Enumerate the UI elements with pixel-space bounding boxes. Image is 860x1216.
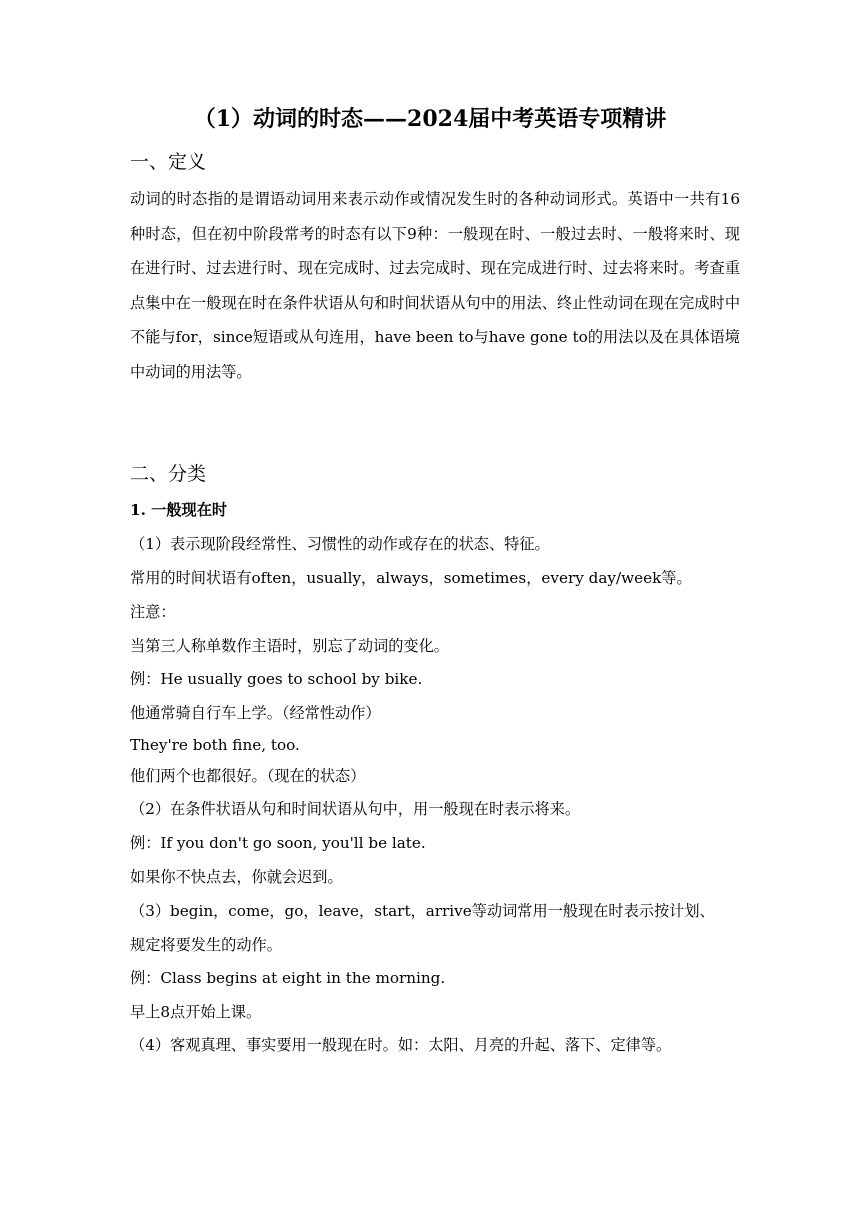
- text-line: 常用的时间状语有often，usually，always，sometimes，every day/week等。: [130, 569, 692, 587]
- text-line: （4）客观真理、事实要用一般现在时。如：太阳、月亮的升起、落下、定律等。: [130, 1036, 672, 1054]
- text-line: 当第三人称单数作主语时，别忘了动词的变化。: [130, 637, 449, 655]
- example-sentence: 例：If you don't go soon, you'll be late.: [130, 834, 426, 852]
- definition-paragraph: 动词的时态指的是谓语动词用来表示动作或情况发生时的各种动词形式。英语中一共有16种时态，但在初中阶段常考的时态有以下9种：一般现在时、一般过去时、一般将来时、现在进行时、过去进行时、现在完成时、过去完成时、现在完成进行时、过去将来时。考查重点集中在一般现在时在条件状语从句和时间状语从句中的用法、终止性动词在现在完成时中不能与for，since短语或从句连用，have been to与have gone to的用法以及在具体语境中动词的用法等。: [130, 190, 740, 381]
- subheading-simple-present: 1. 一般现在时: [130, 501, 228, 519]
- text-line: （3）begin，come，go，leave，start，arrive等动词常用一般现在时表示按计划、规定将要发生的动作。: [130, 902, 715, 954]
- translation-line: 他们两个也都很好。（现在的状态）: [130, 767, 366, 785]
- example-sentence: They're both fine, too.: [130, 736, 300, 754]
- text-line: （2）在条件状语从句和时间状语从句中，用一般现在时表示将来。: [130, 800, 581, 818]
- page-title: （1）动词的时态——2024届中考英语专项精讲: [193, 106, 667, 132]
- text-line: 注意：: [130, 603, 176, 621]
- example-sentence: 例：He usually goes to school by bike.: [130, 670, 423, 688]
- translation-line: 如果你不快点去，你就会迟到。: [130, 868, 343, 886]
- translation-line: 早上8点开始上课。: [130, 1003, 262, 1021]
- text-line: （1）表示现阶段经常性、习惯性的动作或存在的状态、特征。: [130, 535, 550, 553]
- section-heading-classification: 二、分类: [130, 463, 207, 485]
- section-heading-definition: 一、定义: [130, 151, 207, 173]
- example-sentence: 例：Class begins at eight in the morning.: [130, 969, 446, 987]
- translation-line: 他通常骑自行车上学。（经常性动作）: [130, 704, 381, 722]
